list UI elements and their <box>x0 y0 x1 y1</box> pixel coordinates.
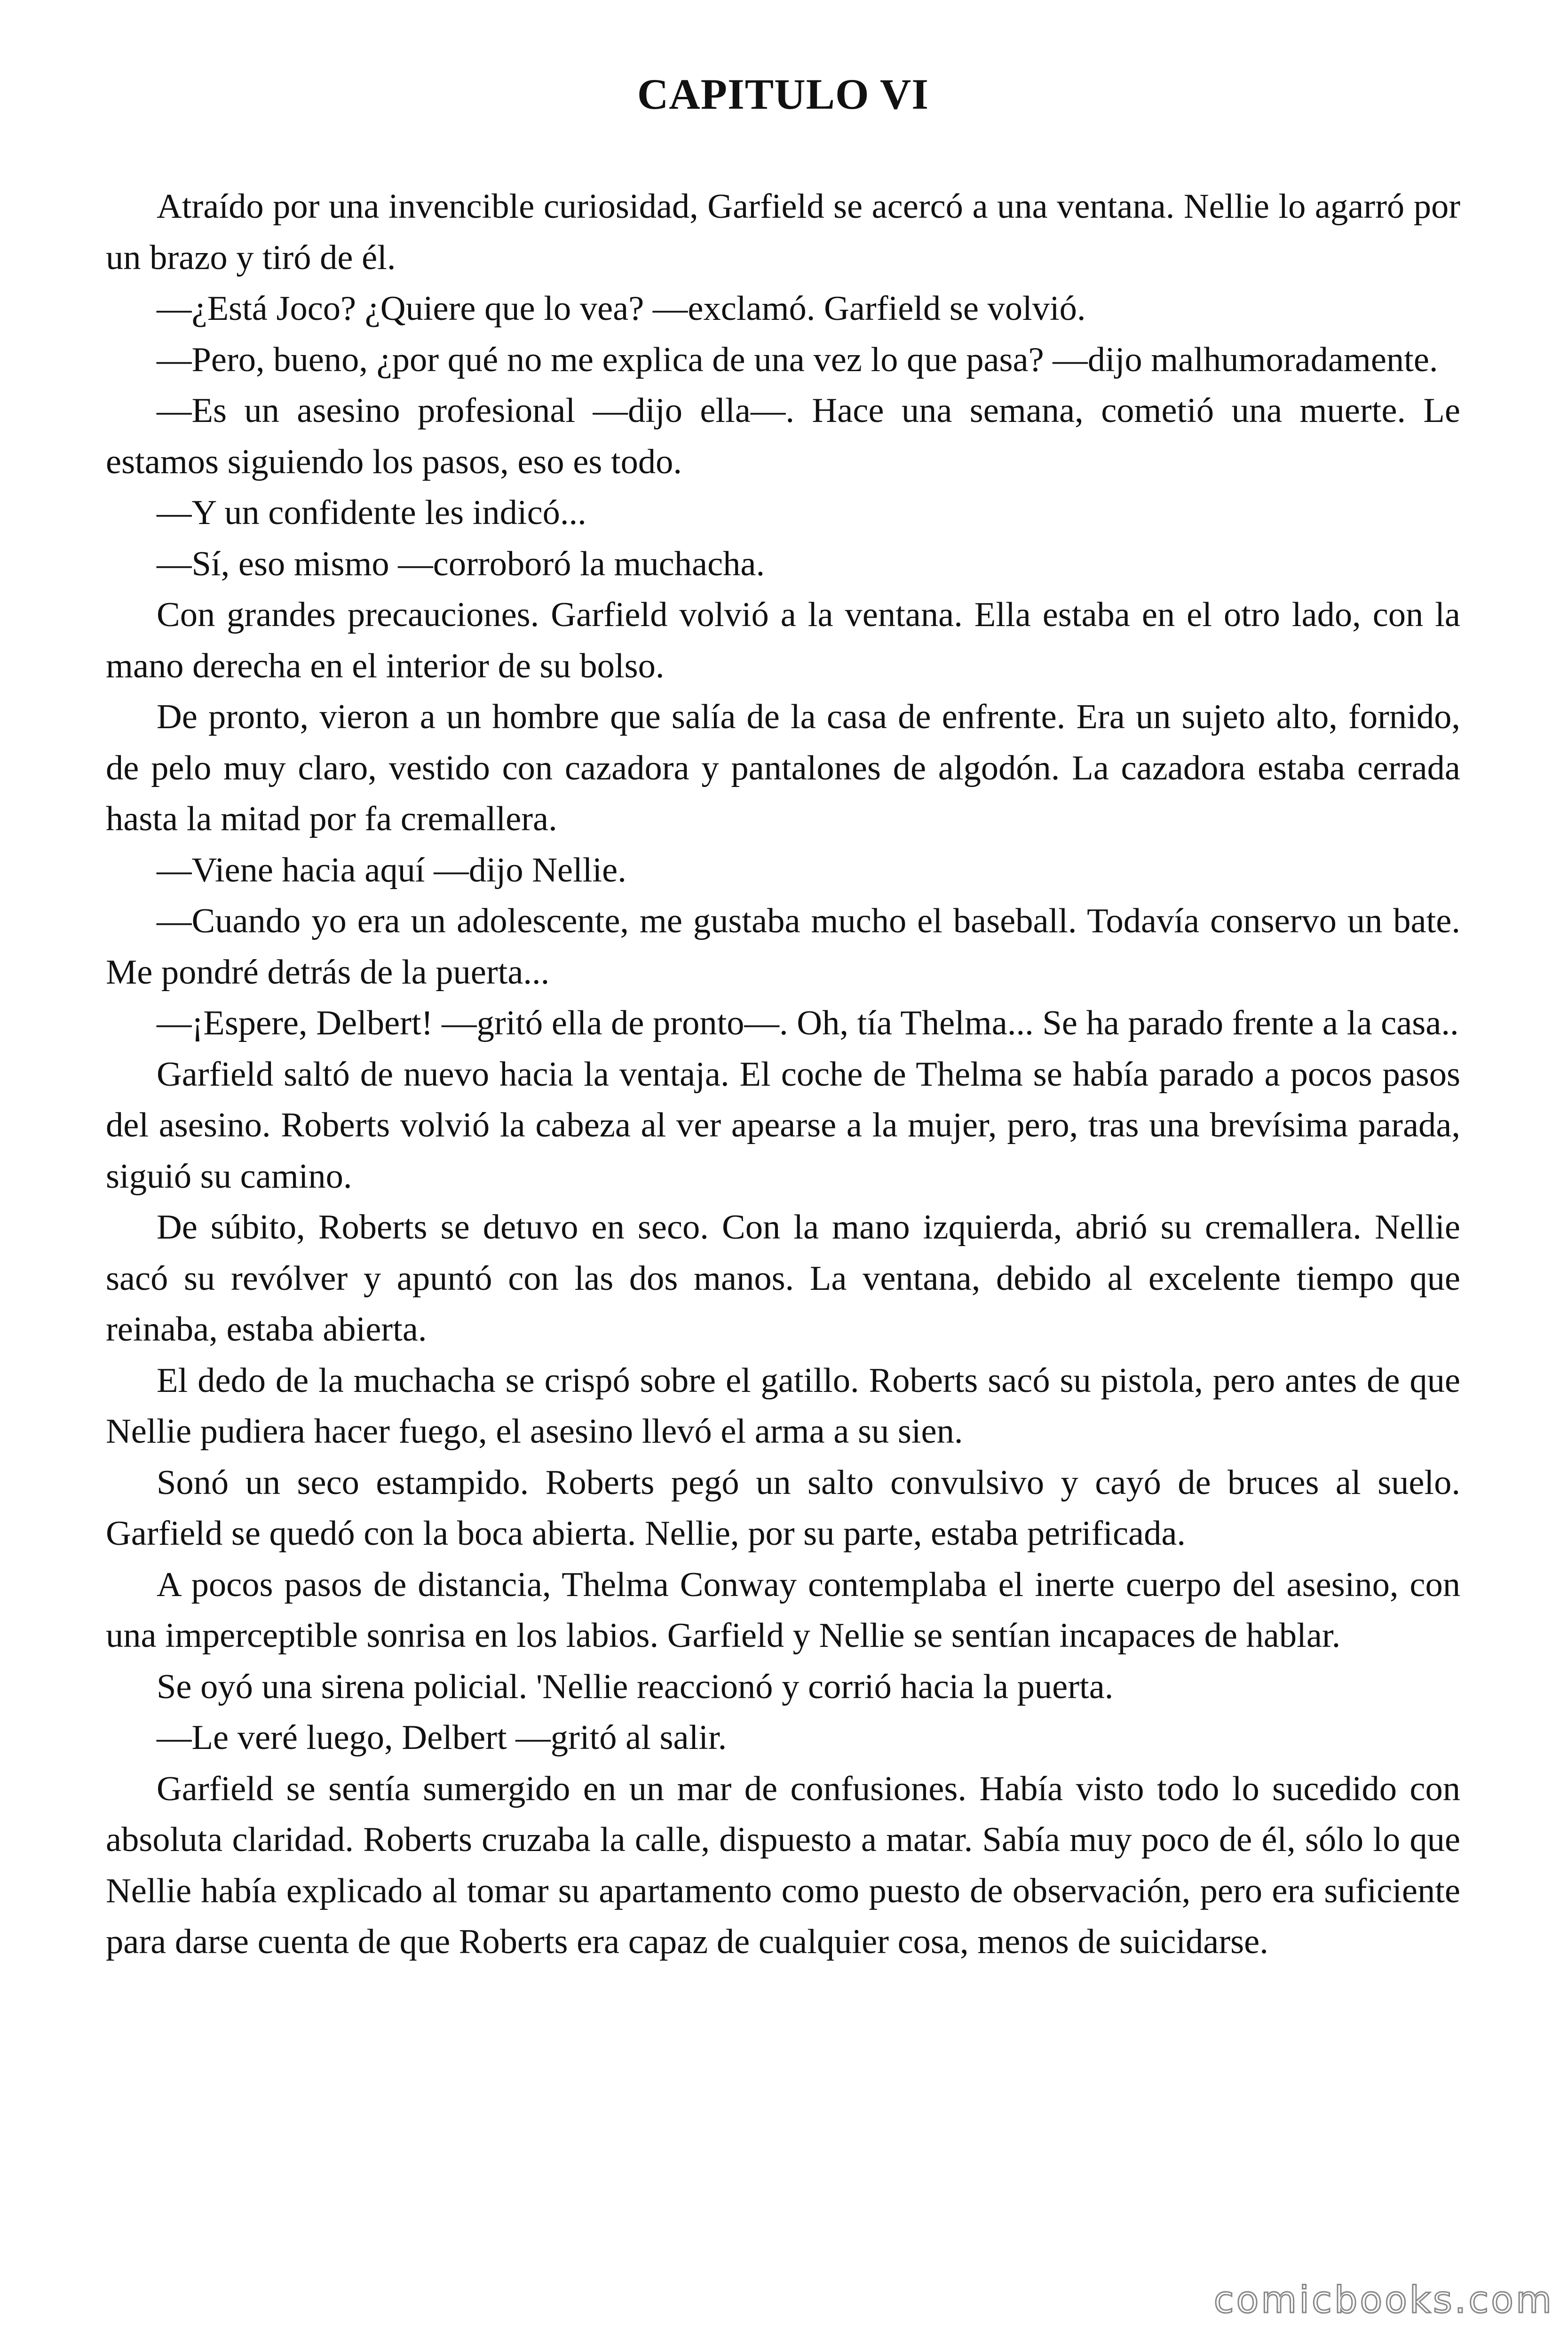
paragraph: Garfield se sentía sumergido en un mar de confusiones. Había visto todo lo sucedido con absoluta claridad. Roberts cruzaba la calle, dispuesto a matar. Sabía muy poco de él, sólo lo que Nellie había explicado al tomar su apartamento como puesto de observación, pero era suficiente para darse cuenta de que Roberts era capaz de cualquier cosa, menos de suicidarse. <box>106 1769 1460 1961</box>
paragraph: Sonó un seco estampido. Roberts pegó un salto convulsivo y cayó de bruces al suelo. Garfield se quedó con la boca abierta. Nellie, por su parte, estaba petrificada. <box>106 1463 1460 1553</box>
paragraph: A pocos pasos de distancia, Thelma Conway contemplaba el inerte cuerpo del asesino, con una imperceptible sonrisa en los labios. Garfield y Nellie se sentían incapaces de hablar. <box>106 1565 1460 1655</box>
chapter-body <box>106 181 1460 1968</box>
watermark: comicbooks.com <box>1213 2279 1554 2321</box>
paragraph: De pronto, vieron a un hombre que salía de la casa de enfrente. Era un sujeto alto, fornido, de pelo muy claro, vestido con cazadora y pantalones de algodón. La cazadora estaba cerrada hasta la mitad por fa cremallera. <box>106 698 1460 838</box>
book-page <box>106 66 1460 1968</box>
paragraph: Garfield saltó de nuevo hacia la ventaja. El coche de Thelma se había parado a pocos pasos del asesino. Roberts volvió la cabeza al ver apearse a la mujer, pero, tras una brevísima parada, siguió su camino. <box>106 1055 1460 1196</box>
paragraph: De súbito, Roberts se detuvo en seco. Con la mano izquierda, abrió su cremallera. Nellie sacó su revólver y apuntó con las dos manos. La ventana, debido al excelente tiempo que reinaba, estaba abierta. <box>106 1208 1460 1349</box>
paragraph: —Sí, eso mismo —corroboró la muchacha. <box>157 544 765 583</box>
paragraph: Con grandes precauciones. Garfield volvió a la ventana. Ella estaba en el otro lado, con la mano derecha en el interior de su bolso. <box>106 596 1460 685</box>
paragraph: —Es un asesino profesional —dijo ella—. Hace una semana, cometió una muerte. Le estamos siguiendo los pasos, eso es todo. <box>106 391 1460 481</box>
paragraph: Atraído por una invencible curiosidad, Garfield se acercó a una ventana. Nellie lo agarró por un brazo y tiró de él. <box>106 187 1460 277</box>
chapter-title: CAPITULO VI <box>637 70 929 118</box>
paragraph: —Pero, bueno, ¿por qué no me explica de una vez lo que pasa? —dijo malhumoradamente. <box>157 340 1438 379</box>
paragraph: —¡Espere, Delbert! —gritó ella de pronto—. Oh, tía Thelma... Se ha parado frente a la casa.. <box>157 1004 1459 1042</box>
paragraph: —Y un confidente les indicó... <box>157 493 586 532</box>
paragraph: —¿Está Joco? ¿Quiere que lo vea? —exclamó. Garfield se volvió. <box>157 289 1086 328</box>
paragraph: El dedo de la muchacha se crispó sobre el gatillo. Roberts sacó su pistola, pero antes de que Nellie pudiera hacer fuego, el asesino llevó el arma a su sien. <box>106 1361 1460 1451</box>
paragraph: —Viene hacia aquí —dijo Nellie. <box>157 850 626 890</box>
paragraph: —Cuando yo era un adolescente, me gustaba mucho el baseball. Todavía conservo un bate. Me pondré detrás de la puerta... <box>106 902 1460 992</box>
paragraph: —Le veré luego, Delbert —gritó al salir. <box>157 1718 727 1757</box>
paragraph: Se oyó una sirena policial. 'Nellie reaccionó y corrió hacia la puerta. <box>157 1667 1114 1706</box>
